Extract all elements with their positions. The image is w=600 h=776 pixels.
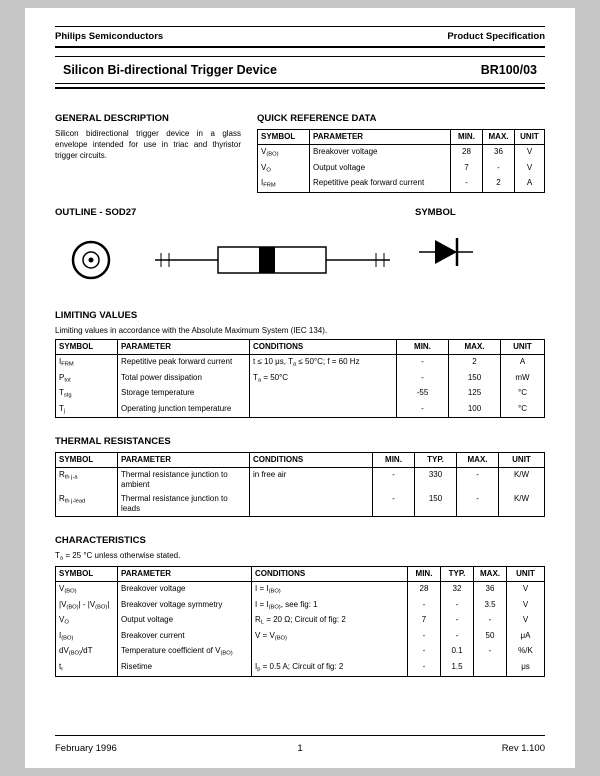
table-cell: - (441, 629, 474, 645)
table-cell: $I = I_{(BO)}$, see fig: 1 (252, 598, 408, 614)
table-cell: Temperature coefficient of $V_{(BO)}$ (118, 644, 252, 660)
side-view-drawing (155, 247, 390, 273)
table-cell: Output voltage (118, 613, 252, 629)
table-cell: $I_p = 0.5$ A; Circuit of fig: 2 (252, 660, 408, 676)
table-cell: - (408, 644, 441, 660)
table-cell: V (507, 581, 545, 597)
table-cell: - (483, 161, 515, 177)
footer-revision: Rev 1.100 (501, 743, 545, 754)
table-cell: - (397, 371, 449, 387)
table-row (56, 492, 545, 517)
table-header-row (56, 453, 545, 468)
package-outline-drawing (55, 228, 415, 292)
table-cell: 2 (483, 176, 515, 192)
table-row (258, 161, 545, 177)
title-bar (55, 56, 545, 84)
table-cell: Breakover voltage (310, 145, 451, 161)
table-cell: $V_{(BO)}$ (258, 145, 310, 161)
table-row (258, 176, 545, 192)
table-cell (250, 386, 397, 402)
column-header: MAX. (483, 130, 515, 145)
table-cell: 32 (441, 581, 474, 597)
table-cell: mW (501, 371, 545, 387)
table-cell: μs (507, 660, 545, 676)
footer-date: February 1996 (55, 743, 117, 754)
description-and-quickref-row (55, 113, 545, 193)
table-row (56, 581, 545, 597)
spec-type-label: Product Specification (447, 31, 545, 42)
table-cell: $I_{FRM}$ (258, 176, 310, 192)
column-header: UNIT (499, 453, 545, 468)
table-row (56, 660, 545, 676)
table-cell: 7 (408, 613, 441, 629)
table-cell: - (474, 613, 507, 629)
table-cell: - (373, 492, 415, 517)
column-header: SYMBOL (56, 566, 118, 581)
table-cell: $T_{stg}$ (56, 386, 118, 402)
header-rule (55, 46, 545, 48)
column-header: MIN. (373, 453, 415, 468)
table-cell: 7 (451, 161, 483, 177)
table-cell: $R_{th j-a}$ (56, 468, 118, 493)
limiting-values-section (55, 310, 545, 419)
table-cell: - (441, 613, 474, 629)
characteristics-note: $T_a = 25$ °C unless otherwise stated. (55, 551, 181, 562)
table-cell: $P_{tot}$ (56, 371, 118, 387)
column-header: PARAMETER (118, 453, 250, 468)
table-row (56, 629, 545, 645)
column-header: UNIT (501, 339, 545, 354)
table-cell (250, 492, 373, 517)
table-cell: -55 (397, 386, 449, 402)
quick-reference-heading: QUICK REFERENCE DATA (257, 113, 377, 124)
column-header: TYP. (415, 453, 457, 468)
column-header: TYP. (441, 566, 474, 581)
table-row (56, 354, 545, 370)
table-cell: Repetitive peak forward current (118, 354, 250, 370)
table-cell: 0.1 (441, 644, 474, 660)
table-cell: °C (501, 386, 545, 402)
table-cell: $I = I_{(BO)}$ (252, 581, 408, 597)
table-cell: 125 (449, 386, 501, 402)
table-cell: - (457, 468, 499, 493)
table-cell: - (441, 598, 474, 614)
outline-heading: OUTLINE - SOD27 (55, 206, 137, 218)
table-cell: 36 (474, 581, 507, 597)
table-cell: - (408, 660, 441, 676)
table-cell: Storage temperature (118, 386, 250, 402)
table-cell: Thermal resistance junction to ambient (118, 468, 250, 493)
table-cell: V (507, 613, 545, 629)
table-cell: $V_O$ (56, 613, 118, 629)
table-cell: $R_{th j-lead}$ (56, 492, 118, 517)
table-cell: - (373, 468, 415, 493)
table-cell: Risetime (118, 660, 252, 676)
table-cell: Operating junction temperature (118, 402, 250, 418)
table-cell: 150 (415, 492, 457, 517)
column-header: CONDITIONS (250, 453, 373, 468)
column-header: PARAMETER (118, 566, 252, 581)
table-cell: 36 (483, 145, 515, 161)
table-cell: V (515, 161, 545, 177)
table-row (56, 613, 545, 629)
symbol-heading: SYMBOL (415, 206, 456, 218)
column-header: UNIT (515, 130, 545, 145)
table-cell: - (408, 629, 441, 645)
column-header: MIN. (451, 130, 483, 145)
table-cell: μA (507, 629, 545, 645)
limiting-values-note: Limiting values in accordance with the Absolute Maximum System (IEC 134). (55, 325, 328, 335)
table-cell: K/W (499, 492, 545, 517)
column-header: SYMBOL (258, 130, 310, 145)
page-header (55, 27, 545, 46)
table-row (56, 402, 545, 418)
table-cell: Breakover current (118, 629, 252, 645)
table-cell: $R_L = 20$ Ω; Circuit of fig: 2 (252, 613, 408, 629)
table-row (56, 598, 545, 614)
device-title: Silicon Bi-directional Trigger Device (63, 63, 277, 77)
general-description-heading: GENERAL DESCRIPTION (55, 113, 169, 124)
column-header: MAX. (449, 339, 501, 354)
table-cell: - (474, 644, 507, 660)
general-description-text: Silicon bidirectional trigger device in a glass envelope intended for use in triac and thyristor trigger circuits. (55, 129, 241, 160)
footer-page-number: 1 (297, 743, 303, 754)
table-cell: - (457, 492, 499, 517)
table-cell: $dV_{(BO)}/dT$ (56, 644, 118, 660)
table-cell: $T_j$ (56, 402, 118, 418)
table-header-row (56, 339, 545, 354)
table-row (56, 644, 545, 660)
page-footer (55, 735, 545, 754)
column-header: PARAMETER (118, 339, 250, 354)
table-cell: Breakover voltage (118, 581, 252, 597)
column-header: PARAMETER (310, 130, 451, 145)
table-cell: $|V_{(BO)}| - |V_{(BO)}|$ (56, 598, 118, 614)
table-cell: Thermal resistance junction to leads (118, 492, 250, 517)
table-cell: Breakover voltage symmetry (118, 598, 252, 614)
outline-and-symbol-row (55, 207, 545, 292)
table-cell: A (501, 354, 545, 370)
table-cell: 28 (451, 145, 483, 161)
table-header-row (258, 130, 545, 145)
characteristics-table (55, 566, 545, 677)
column-header: MAX. (474, 566, 507, 581)
column-header: CONDITIONS (250, 339, 397, 354)
table-cell (474, 660, 507, 676)
table-cell: 3.5 (474, 598, 507, 614)
column-header: MAX. (457, 453, 499, 468)
characteristics-section (55, 535, 545, 676)
column-header: SYMBOL (56, 339, 118, 354)
table-cell: - (451, 176, 483, 192)
general-description-section (55, 113, 241, 193)
part-number: BR100/03 (480, 63, 537, 77)
column-header: SYMBOL (56, 453, 118, 468)
table-cell: Output voltage (310, 161, 451, 177)
table-cell: V (515, 145, 545, 161)
table-cell: - (408, 598, 441, 614)
table-row (258, 145, 545, 161)
table-header-row (56, 566, 545, 581)
table-cell: $V_{(BO)}$ (56, 581, 118, 597)
table-cell: %/K (507, 644, 545, 660)
title-rule (55, 87, 545, 89)
table-cell: $T_a = 50^\circ C$ (250, 371, 397, 387)
table-cell: $I_{FRM}$ (56, 354, 118, 370)
end-view-icon (73, 242, 109, 278)
table-cell: $I_{(BO)}$ (56, 629, 118, 645)
characteristics-heading: CHARACTERISTICS (55, 535, 146, 547)
symbol-section (415, 207, 545, 292)
table-cell: Total power dissipation (118, 371, 250, 387)
table-cell (250, 402, 397, 418)
table-cell: - (397, 354, 449, 370)
thermal-resistances-table (55, 452, 545, 517)
table-cell: A (515, 176, 545, 192)
table-cell: in free air (250, 468, 373, 493)
table-cell: 1.5 (441, 660, 474, 676)
table-row (56, 468, 545, 493)
table-cell: - (397, 402, 449, 418)
column-header: CONDITIONS (252, 566, 408, 581)
limiting-values-table (55, 339, 545, 419)
table-cell: °C (501, 402, 545, 418)
table-cell: 150 (449, 371, 501, 387)
outline-section (55, 207, 415, 292)
table-cell (252, 644, 408, 660)
table-row (56, 386, 545, 402)
datasheet-page (25, 8, 575, 768)
thermal-resistances-section (55, 436, 545, 517)
table-cell: $t_r$ (56, 660, 118, 676)
column-header: MIN. (397, 339, 449, 354)
column-header: MIN. (408, 566, 441, 581)
table-cell: Repetitive peak forward current (310, 176, 451, 192)
table-cell: $V_O$ (258, 161, 310, 177)
table-cell: 2 (449, 354, 501, 370)
table-cell: K/W (499, 468, 545, 493)
quick-reference-section (257, 113, 545, 193)
quick-reference-table (257, 129, 545, 193)
table-cell: t ≤ 10 μs, $T_a \le 50^\circ C$; f = 60 Hz (250, 354, 397, 370)
table-cell: 50 (474, 629, 507, 645)
publisher-name: Philips Semiconductors (55, 31, 164, 42)
table-row (56, 371, 545, 387)
table-cell: 28 (408, 581, 441, 597)
column-header: UNIT (507, 566, 545, 581)
trigger-device-symbol-icon (415, 228, 479, 276)
thermal-resistances-heading: THERMAL RESISTANCES (55, 436, 171, 448)
table-cell: 330 (415, 468, 457, 493)
table-cell: $V = V_{(BO)}$ (252, 629, 408, 645)
limiting-values-heading: LIMITING VALUES (55, 309, 138, 321)
table-cell: V (507, 598, 545, 614)
table-cell: 100 (449, 402, 501, 418)
